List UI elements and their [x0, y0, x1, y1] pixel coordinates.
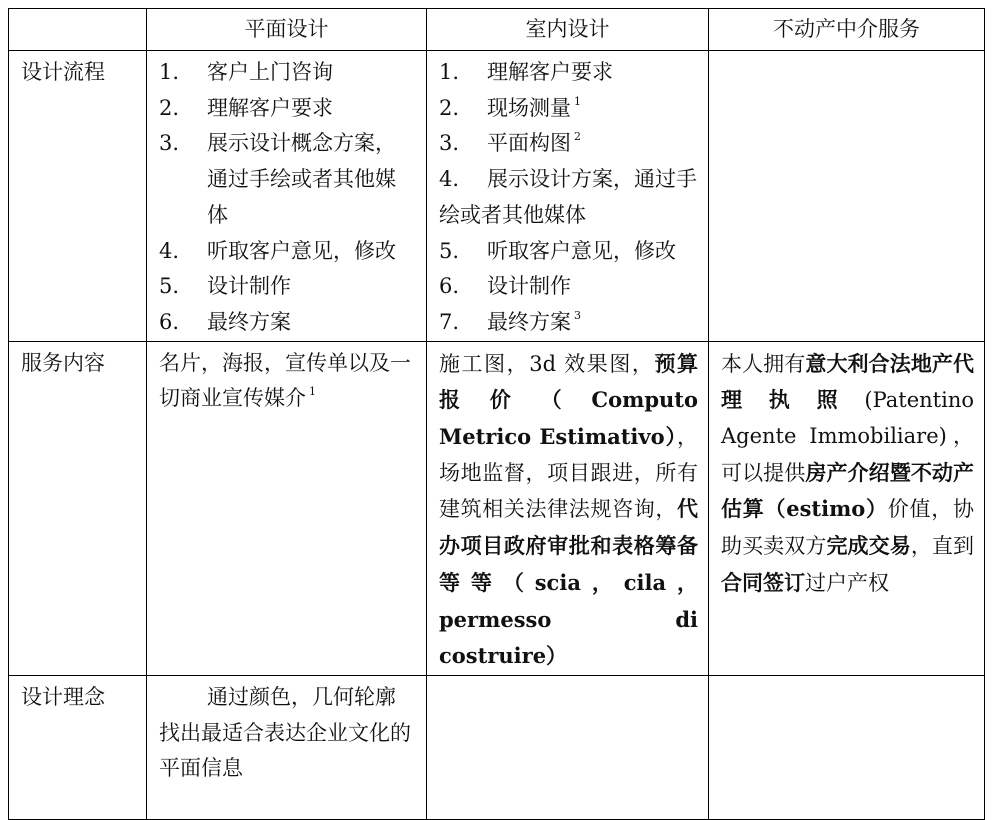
footnote-mark: 1: [574, 94, 581, 108]
process-graphic-list: [159, 55, 416, 341]
list-item: 5. 听取客户意见，修改: [439, 238, 676, 263]
header-row: [9, 9, 985, 51]
header-real-estate: 不动产中介服务: [709, 9, 985, 51]
list-item: 1. 客户上门咨询: [159, 60, 333, 84]
process-graphic-cell: [147, 51, 427, 342]
header-interior-design: 室内设计: [427, 9, 709, 51]
list-item: 2. 理解客户要求: [159, 95, 333, 120]
process-realestate-cell: [709, 51, 985, 342]
philosophy-interior-cell: [427, 675, 709, 819]
list-item: 5. 设计制作: [159, 274, 291, 299]
list-item: 1. 理解客户要求: [439, 60, 613, 84]
philosophy-graphic-cell: 通过颜色，几何轮廓找出最适合表达企业文化的平面信息: [147, 675, 427, 819]
row-label-services: 服务内容: [9, 341, 147, 675]
process-interior-cell: [427, 51, 709, 342]
header-graphic-design: 平面设计: [147, 9, 427, 51]
list-item: 4. 听取客户意见，修改: [159, 238, 396, 263]
list-item: 7. 最终方案 $^3$: [439, 308, 581, 334]
list-item: 3. 展示设计概念方案，通过手绘或者其他媒体: [159, 131, 396, 227]
services-row: [9, 341, 985, 675]
list-item: 6. 最终方案: [159, 309, 291, 334]
process-interior-list: [439, 55, 698, 341]
services-realestate-cell: 本人拥有意大利合法地产代理执照(Patentino Agente Immobiliare)，可以提供房产介绍暨不动产估算（estimo）价值，协助买卖双方完成交易，直到合同签订过户产权: [709, 341, 985, 675]
header-corner: [9, 9, 147, 51]
footnote-mark: 2: [574, 130, 581, 144]
list-item: 2. 现场测量 $^1$: [439, 94, 581, 120]
philosophy-row: [9, 675, 985, 819]
services-interior-cell: 施工图，3d 效果图，预算报价（Computo Metrico Estimativo），场地监督，项目跟进，所有建筑相关法律法规咨询，代办项目政府审批和表格筹备等等（scia，cila，permesso di costruire）: [427, 341, 709, 675]
list-item: 4. 展示设计方案，通过手绘或者其他媒体: [439, 167, 697, 227]
footnote-mark: 1: [309, 385, 316, 399]
row-label-process: 设计流程: [9, 51, 147, 342]
philosophy-realestate-cell: [709, 675, 985, 819]
footnote-mark: 3: [574, 308, 581, 322]
row-label-philosophy: 设计理念: [9, 675, 147, 819]
list-item: 3. 平面构图 $^2$: [439, 130, 581, 156]
process-row: [9, 51, 985, 342]
services-table: [8, 8, 985, 820]
services-graphic-cell: 名片，海报，宣传单以及一切商业宣传媒介 $^1$: [147, 341, 427, 675]
list-item: 6. 设计制作: [439, 274, 571, 299]
